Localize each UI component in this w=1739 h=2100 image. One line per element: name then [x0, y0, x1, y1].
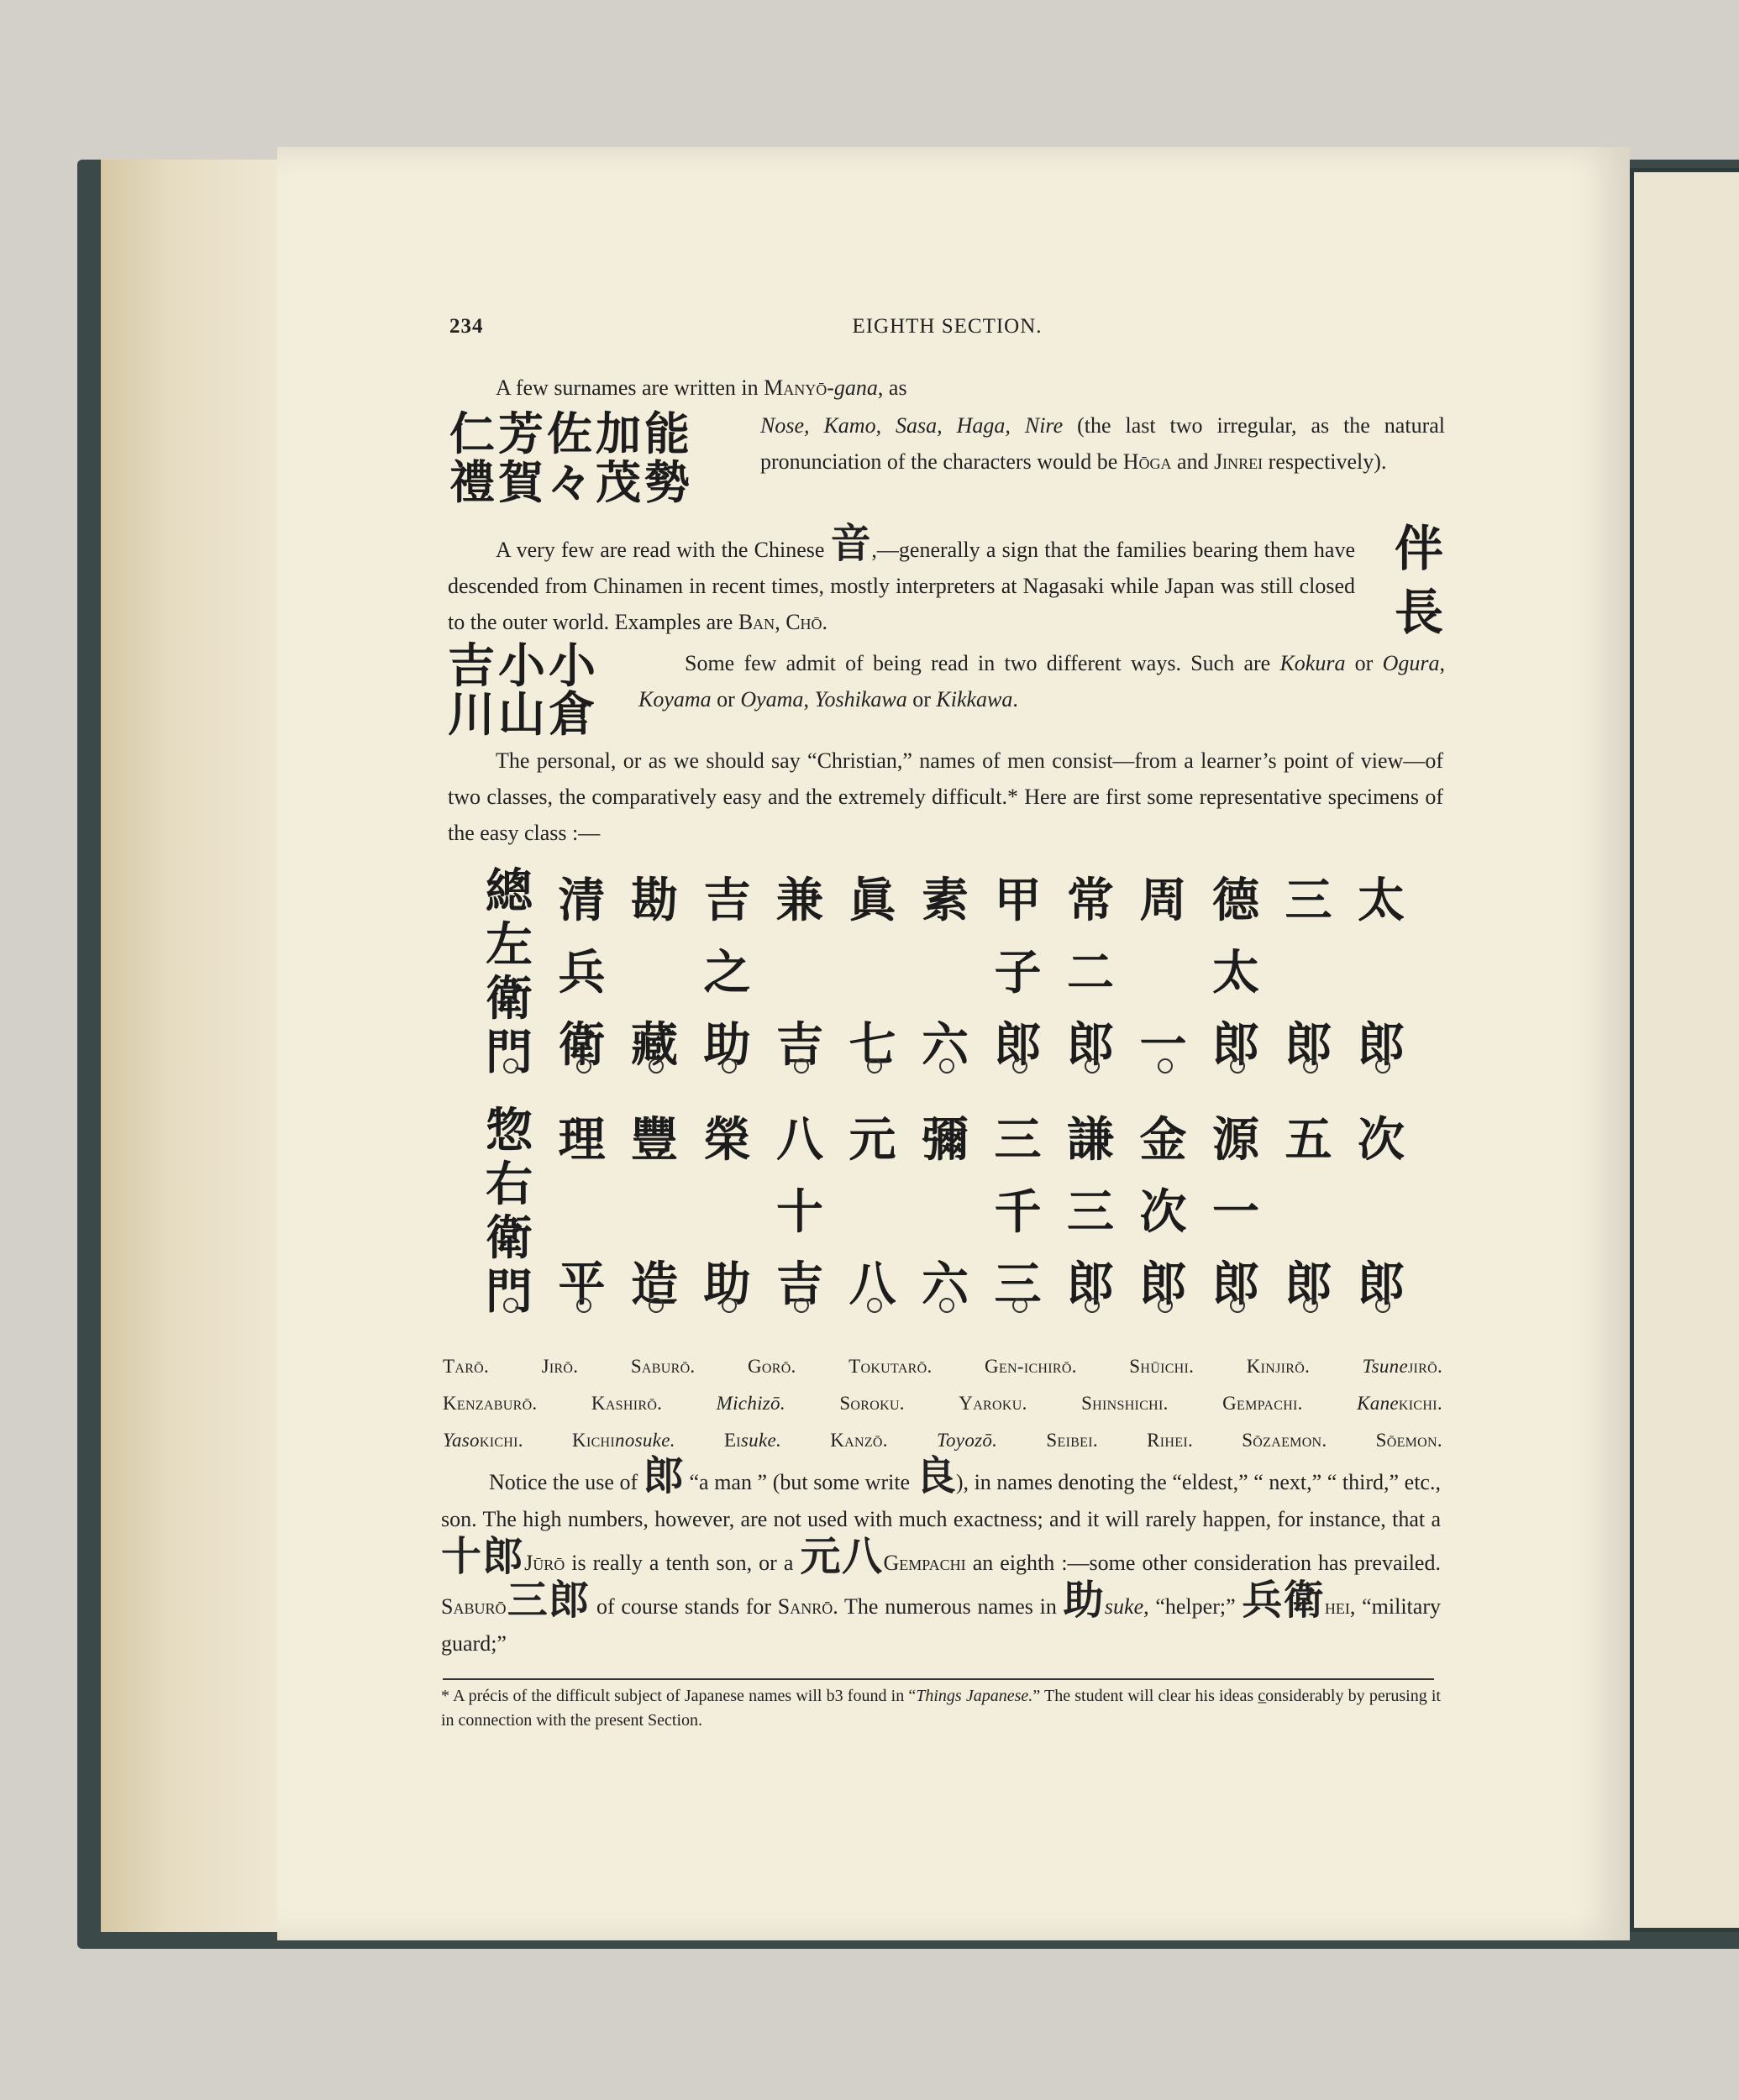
reading-mark-circle [649, 1298, 664, 1313]
para1-lead: A few surnames are written in Manyō-gana, as [496, 375, 907, 400]
reading-mark-circle [794, 1298, 809, 1313]
kanji-name-column: 常 二 郎 [1067, 874, 1114, 1073]
page-edges [101, 160, 277, 1932]
reading-mark-circle [1230, 1298, 1245, 1313]
kanji-name-column: 周 一 [1139, 874, 1187, 1073]
kanji-name-column: 甲 子 郎 [994, 874, 1042, 1073]
kanji-name-column: 總 左 衛 門 [486, 864, 533, 1080]
kanji-name-column: 金 次 郎 [1139, 1113, 1187, 1312]
reading-mark-circle [503, 1058, 518, 1074]
kanji-name-column: 理 平 [558, 1113, 606, 1312]
kanji-name-column: 三 郎 [1285, 874, 1332, 1073]
reading-mark-circle [1303, 1058, 1318, 1074]
kanji-name-column: 五 郎 [1285, 1113, 1332, 1312]
page-header [449, 315, 1445, 349]
romanized-line-3: Yasokichi. Kichinosuke. Eisuke. Kanzō. Toyozō. Seibei. Rihei. Sōzaemon. Sōemon. [443, 1430, 1442, 1451]
reading-mark-circle [1085, 1298, 1100, 1313]
reading-mark-circle [1085, 1058, 1100, 1074]
kanji-name-column: 元 八 [848, 1113, 896, 1312]
reading-mark-circle [1158, 1298, 1173, 1313]
kanji-name-column: 彌 六 [922, 1113, 969, 1312]
reading-mark-circle [576, 1058, 591, 1074]
footnote: * A précis of the difficult subject of Japanese names will b3 found in “Things Japanese.” The student will clear his ideas c̲onsiderably by perusing it in connection with the present Section. [441, 1687, 1441, 1730]
kanji-name-column: 眞 七 [848, 874, 896, 1073]
reading-mark-circle [722, 1058, 737, 1074]
kanji-name-column: 次 郎 [1358, 1113, 1405, 1312]
surname-kanji-col: 仁 禮 [449, 407, 495, 509]
romanized-line-2: Kenzaburō. Kashirō. Michizō. Soroku. Yaroku. Shinshichi. Gempachi. Kanekichi. [443, 1393, 1442, 1414]
kanji-name-column: 清 兵 衛 [558, 874, 606, 1073]
reading-mark-circle [722, 1298, 737, 1313]
surname-kanji-col: 佐 々 [547, 407, 592, 509]
ban-cho-kanji: 伴 長 [1395, 520, 1444, 641]
reading-mark-circle [939, 1298, 954, 1313]
para5: Notice the use of 郎 “a man ” (but some write 良), in names denoting the “eldest,” “ next,” “ third,” etc., son. The high numbers, however, are not used with much exactness; and it will rarely happen, for instance, that a 十郎Jūrō is really a tenth son, or a 元八Gempachi an eighth :—some other consideration has prevailed. Saburō三郎 of course stands for Sanrō. The numerous names in 助suke, “helper;” 兵衛hei, “military guard;” [441, 1452, 1441, 1656]
running-title: EIGHTH SECTION. [852, 315, 1043, 338]
kanji-name-column: 兼 吉 [776, 874, 823, 1073]
kanji-name-column: 素 六 [922, 874, 969, 1073]
facing-page [1634, 172, 1739, 1928]
reading-kanji-col: 小 山 [498, 639, 545, 743]
reading-kanji-col: 小 倉 [549, 639, 596, 743]
footnote-rule [443, 1678, 1434, 1680]
para1-text: Nose, Kamo, Sasa, Haga, Nire (the last two irregular, as the natural pronunciation of the characters would be Hōga and Jinrei respectively). [760, 413, 1445, 474]
para2: A very few are read with the Chinese 音,—generally a sign that the families bearing them have descended from Chinamen in recent times, mostly interpreters at Nagasaki while Japan was still closed to the outer world. Examples are Ban, Chō. [448, 520, 1355, 634]
surname-kanji-col: 能 勢 [644, 407, 690, 509]
reading-mark-circle [1303, 1298, 1318, 1313]
kanji-name-column: 吉 之 助 [703, 874, 751, 1073]
romanized-line-1: Tarō. Jirō. Saburō. Gorō. Tokutarō. Gen-ichirō. Shūichi. Kinjirō. Tsunejirō. [443, 1356, 1442, 1377]
surname-kanji-col: 芳 賀 [498, 407, 544, 509]
para3-text: Some few admit of being read in two different ways. Such are Kokura or Ogura, Koyama or Oyama, Yoshikawa or Kikkawa. [638, 651, 1445, 711]
reading-mark-circle [1012, 1058, 1027, 1074]
kanji-name-column: 三 千 三 [994, 1113, 1042, 1312]
reading-kanji-col: 吉 川 [448, 639, 495, 743]
reading-mark-circle [867, 1058, 882, 1074]
kanji-name-column: 源 一 郎 [1212, 1113, 1259, 1312]
reading-mark-circle [1158, 1058, 1173, 1074]
reading-mark-circle [1375, 1058, 1390, 1074]
reading-mark-circle [794, 1058, 809, 1074]
para4: The personal, or as we should say “Christian,” names of men consist—from a learner’s point of view—of two classes, the comparatively easy and the extremely difficult.* Here are first some representative specimens of the easy class :— [448, 748, 1443, 845]
reading-mark-circle [503, 1298, 518, 1313]
romanized-names [443, 1348, 1442, 1459]
kanji-name-column: 德 太 郎 [1212, 874, 1259, 1073]
reading-mark-circle [649, 1058, 664, 1074]
kanji-name-column: 豐 造 [631, 1113, 678, 1312]
reading-mark-circle [1375, 1298, 1390, 1313]
reading-mark-circle [939, 1058, 954, 1074]
reading-mark-circle [1012, 1298, 1027, 1313]
kanji-name-column: 榮 助 [703, 1113, 751, 1312]
kanji-name-column: 謙 三 郎 [1067, 1113, 1114, 1312]
page-number: 234 [449, 315, 484, 338]
reading-mark-circle [1230, 1058, 1245, 1074]
reading-mark-circle [867, 1298, 882, 1313]
kanji-name-column: 勘 藏 [631, 874, 678, 1073]
kanji-name-column: 八 十 吉 [776, 1113, 823, 1312]
kanji-name-column: 惣 右 衛 門 [486, 1104, 533, 1320]
kanji-name-column: 太 郎 [1358, 874, 1405, 1073]
surname-kanji-col: 加 茂 [596, 407, 641, 509]
reading-mark-circle [576, 1298, 591, 1313]
